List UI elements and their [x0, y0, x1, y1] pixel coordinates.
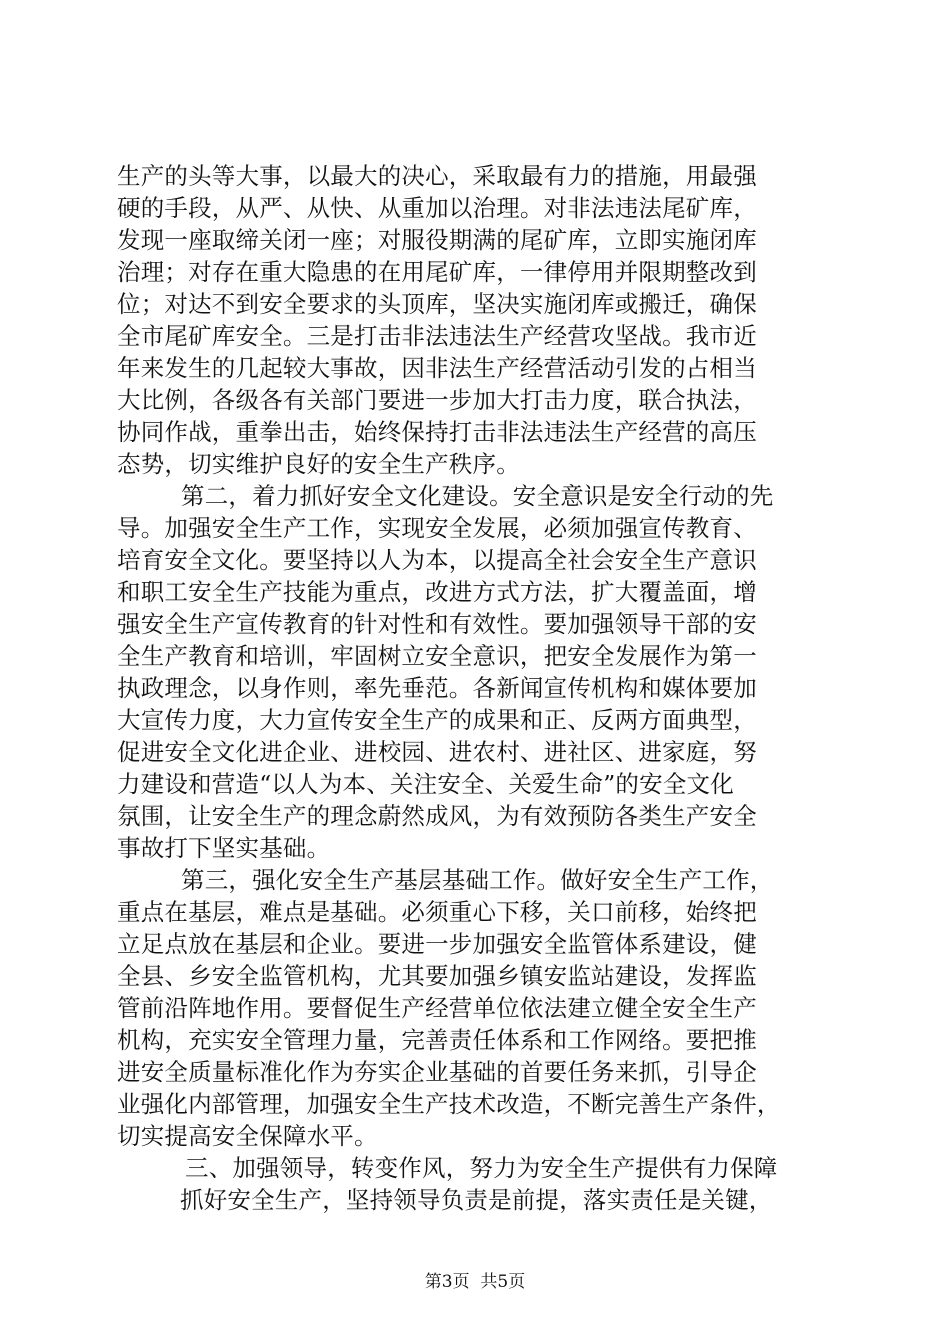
text-line: 事故打下坚实基础。 [117, 834, 331, 862]
text-line: 年来发生的几起较大事故，因非法生产经营活动引发的占相当 [117, 354, 757, 382]
text-line: 硬的手段，从严、从快、从重加以治理。对非法违法尾矿库， [117, 194, 757, 222]
text-line: 大宣传力度，大力宣传安全生产的成果和正、反两方面典型， [117, 706, 757, 734]
text-line: 进安全质量标准化作为夯实企业基础的首要任务来抓，引导企 [117, 1058, 757, 1086]
text-line: 全市尾矿库安全。三是打击非法违法生产经营攻坚战。我市近 [117, 322, 757, 350]
text-line: 全县、乡安全监管机构，尤其要加强乡镇安监站建设，发挥监 [117, 962, 757, 990]
text-line: 立足点放在基层和企业。要进一步加强安全监管体系建设，健 [117, 930, 757, 958]
paragraph-start-line: 抓好安全生产，坚持领导负责是前提，落实责任是关键， [180, 1186, 773, 1214]
section-heading: 三、加强领导，转变作风，努力为安全生产提供有力保障 [185, 1154, 778, 1182]
text-line: 治理；对存在重大隐患的在用尾矿库，一律停用并限期整改到 [117, 258, 757, 286]
text-line: 全生产教育和培训，牢固树立安全意识，把安全发展作为第一 [117, 642, 757, 670]
paragraph-start-line: 第二，着力抓好安全文化建设。安全意识是安全行动的先 [181, 482, 774, 510]
text-line: 生产的头等大事，以最大的决心，采取最有力的措施，用最强 [117, 162, 757, 190]
text-line: 氛围，让安全生产的理念蔚然成风，为有效预防各类生产安全 [117, 802, 757, 830]
text-line: 强安全生产宣传教育的针对性和有效性。要加强领导干部的安 [117, 610, 757, 638]
text-line: 执政理念，以身作则，率先垂范。各新闻宣传机构和媒体要加 [117, 674, 757, 702]
text-line: 促进安全文化进企业、进校园、进农村、进社区、进家庭，努 [117, 738, 757, 766]
text-line: 导。加强安全生产工作，实现安全发展，必须加强宣传教育、 [117, 514, 757, 542]
document-body [117, 160, 837, 1216]
text-line: 态势，切实维护良好的安全生产秩序。 [117, 450, 520, 478]
text-line: 力建设和营造“以人为本、关注安全、关爱生命”的安全文化 [117, 770, 734, 798]
page-footer [0, 1270, 950, 1294]
text-line: 大比例，各级各有关部门要进一步加大打击力度，联合执法， [117, 386, 757, 414]
text-line: 位；对达不到安全要求的头顶库，坚决实施闭库或搬迁，确保 [117, 290, 757, 318]
page-number: 第3页 共5页 [424, 1272, 526, 1292]
text-line: 协同作战，重拳出击，始终保持打击非法违法生产经营的高压 [117, 418, 757, 446]
text-line: 发现一座取缔关闭一座；对服役期满的尾矿库，立即实施闭库 [117, 226, 757, 254]
paragraph-start-line: 第三，强化安全生产基层基础工作。做好安全生产工作， [181, 866, 774, 894]
text-line: 重点在基层，难点是基础。必须重心下移，关口前移，始终把 [117, 898, 757, 926]
text-line: 机构，充实安全管理力量，完善责任体系和工作网络。要把推 [117, 1026, 757, 1054]
text-line: 业强化内部管理，加强安全生产技术改造，不断完善生产条件， [117, 1090, 781, 1118]
text-line: 和职工安全生产技能为重点，改进方式方法，扩大覆盖面，增 [117, 578, 757, 606]
text-line: 培育安全文化。要坚持以人为本，以提高全社会安全生产意识 [117, 546, 757, 574]
text-line: 管前沿阵地作用。要督促生产经营单位依法建立健全安全生产 [117, 994, 757, 1022]
text-line: 切实提高安全保障水平。 [117, 1122, 378, 1150]
